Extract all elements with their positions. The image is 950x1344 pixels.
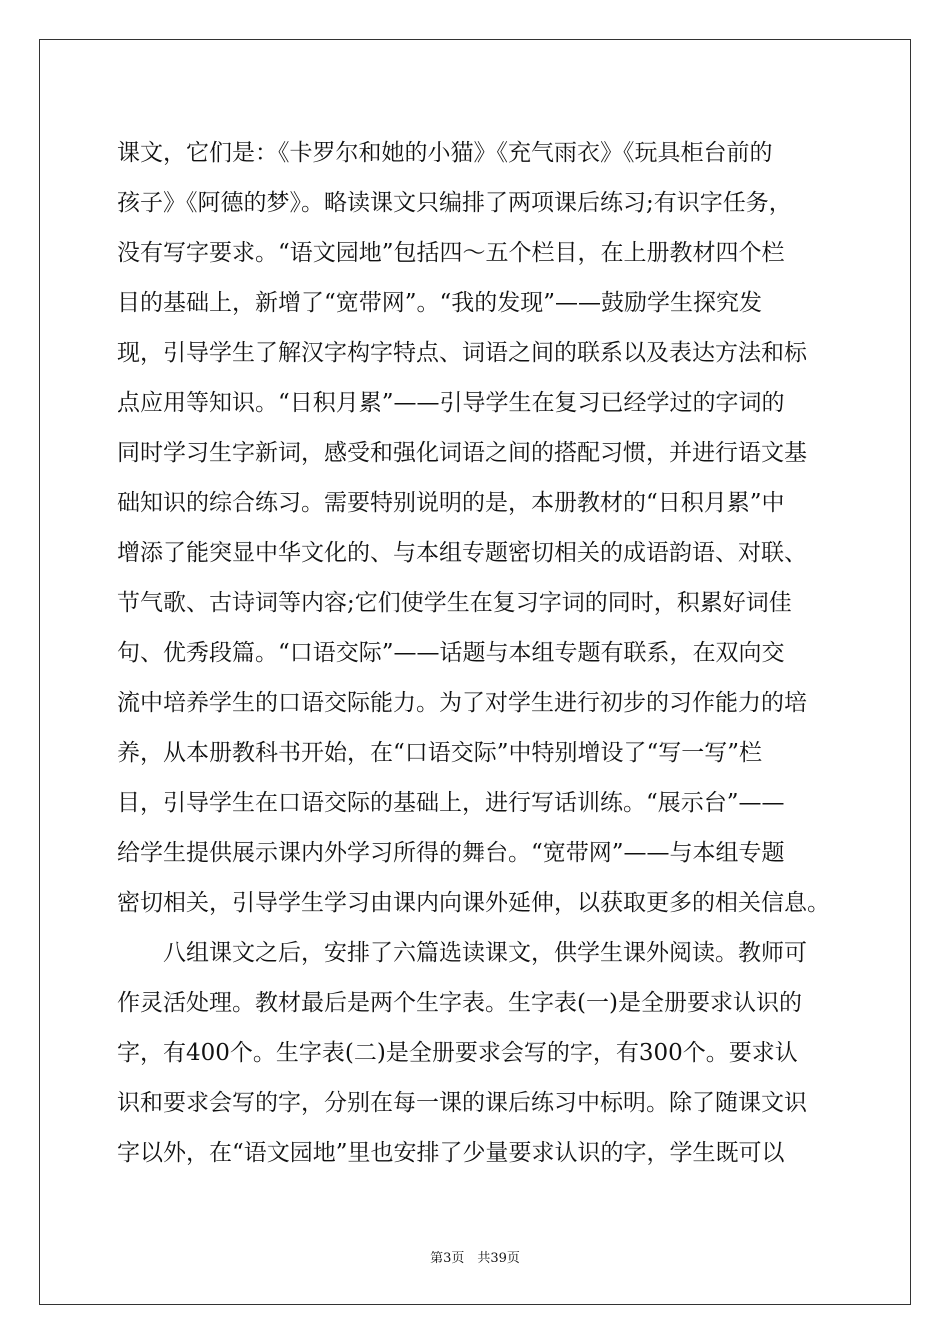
text-line: 节气歌、古诗词等内容;它们使学生在复习字词的同时，积累好词佳 [117, 590, 792, 616]
text-line: 字以外，在“语文园地”里也安排了少量要求认识的字，学生既可以 [117, 1140, 785, 1166]
text-line: 八组课文之后，安排了六篇选读课文，供学生课外阅读。教师可 [117, 940, 807, 966]
text-line: 没有写字要求。“语文园地”包括四～五个栏目，在上册教材四个栏 [117, 240, 785, 266]
text-line: 给学生提供展示课内外学习所得的舞台。“宽带网”——与本组专题 [117, 840, 785, 866]
text-line: 目的基础上，新增了“宽带网”。“我的发现”——鼓励学生探究发 [117, 290, 763, 316]
text-line: 目，引导学生在口语交际的基础上，进行写话训练。“展示台”—— [117, 790, 785, 816]
page-number-footer: 第3页 共39页 [430, 1251, 520, 1266]
text-line: 点应用等知识。“日积月累”——引导学生在复习已经学过的字词的 [117, 390, 785, 416]
text-line: 础知识的综合练习。需要特别说明的是，本册教材的“日积月累”中 [117, 490, 785, 516]
text-line: 作灵活处理。教材最后是两个生字表。生字表(一)是全册要求认识的 [117, 990, 802, 1016]
text-line: 识和要求会写的字，分别在每一课的课后练习中标明。除了随课文识 [117, 1090, 807, 1116]
text-line: 字，有400个。生字表(二)是全册要求会写的字，有300个。要求认 [117, 1040, 798, 1066]
document-body [117, 128, 835, 1178]
text-line: 现，引导学生了解汉字构字特点、词语之间的联系以及表达方法和标 [117, 340, 807, 366]
text-line: 句、优秀段篇。“口语交际”——话题与本组专题有联系，在双向交 [117, 640, 785, 666]
text-line: 同时学习生字新词，感受和强化词语之间的搭配习惯，并进行语文基 [117, 440, 807, 466]
text-line: 密切相关，引导学生学习由课内向课外延伸，以获取更多的相关信息。 [117, 890, 830, 916]
text-line: 流中培养学生的口语交际能力。为了对学生进行初步的习作能力的培 [117, 690, 807, 716]
text-line: 孩子》《阿德的梦》。略读课文只编排了两项课后练习;有识字任务， [117, 190, 792, 216]
text-line: 增添了能突显中华文化的、与本组专题密切相关的成语韵语、对联、 [117, 540, 807, 566]
text-line: 养，从本册教科书开始，在“口语交际”中特别增设了“写一写”栏 [117, 740, 763, 766]
text-line: 课文，它们是：《卡罗尔和她的小猫》《充气雨衣》《玩具柜台前的 [117, 140, 773, 166]
